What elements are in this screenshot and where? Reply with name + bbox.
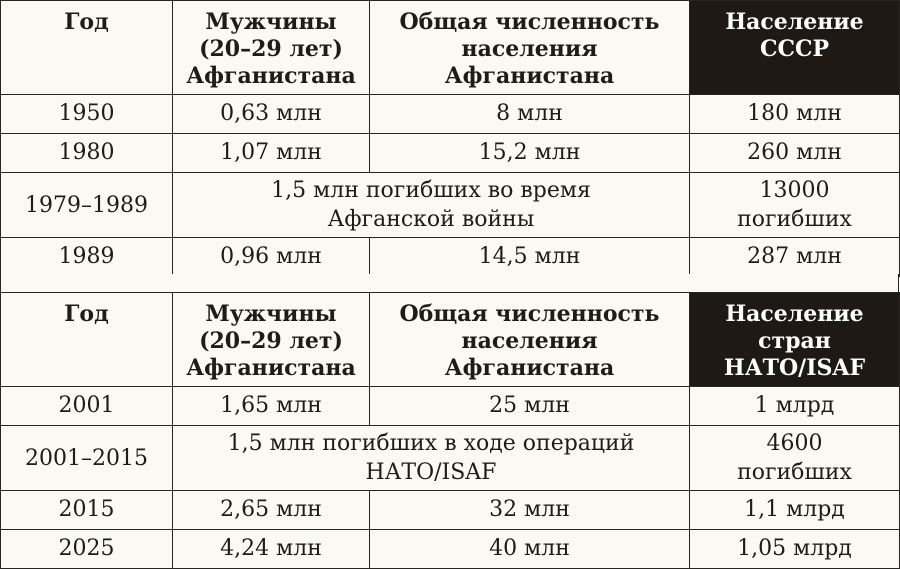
table-nato-era (0, 292, 900, 569)
cell-year: 1989 (1, 238, 173, 277)
table-row (1, 173, 900, 238)
header-ussr-population: Население СССР (690, 1, 900, 95)
cell-war-casualties: 1,5 млн погибших во время Афганской войны (173, 173, 690, 238)
cell-opponent: 1 млрд (690, 387, 900, 426)
cell-war-casualties: 1,5 млн погибших в ходе операций НАТО/ISAF (173, 426, 690, 491)
header-men-20-29: Мужчины (20–29 лет) Афганистана (173, 293, 370, 387)
cell-men: 0,63 млн (173, 95, 370, 134)
cell-population: 32 млн (370, 491, 690, 530)
table-row (1, 387, 900, 426)
table-row (1, 426, 900, 491)
table-row (1, 530, 900, 569)
table-row (1, 491, 900, 530)
cell-opponent-casualties: 4600 погибших (690, 426, 900, 491)
cell-year: 2025 (1, 530, 173, 569)
cell-population: 15,2 млн (370, 134, 690, 173)
table-row (1, 134, 900, 173)
cell-year: 2001–2015 (1, 426, 173, 491)
cell-opponent-casualties: 13000 погибших (690, 173, 900, 238)
cell-men: 0,96 млн (173, 238, 370, 277)
table-row (1, 238, 900, 277)
cell-year: 1950 (1, 95, 173, 134)
header-men-20-29: Мужчины (20–29 лет) Афганистана (173, 1, 370, 95)
header-year: Год (1, 1, 173, 95)
cell-population: 40 млн (370, 530, 690, 569)
cell-men: 2,65 млн (173, 491, 370, 530)
cell-population: 14,5 млн (370, 238, 690, 277)
cell-opponent: 287 млн (690, 238, 900, 277)
cell-population: 25 млн (370, 387, 690, 426)
cell-population: 8 млн (370, 95, 690, 134)
cell-opponent: 260 млн (690, 134, 900, 173)
header-total-population: Общая численность населения Афганистана (370, 1, 690, 95)
cell-men: 1,65 млн (173, 387, 370, 426)
table-header-row (1, 1, 900, 95)
cell-year: 2001 (1, 387, 173, 426)
table-row (1, 95, 900, 134)
cell-men: 4,24 млн (173, 530, 370, 569)
cell-opponent: 180 млн (690, 95, 900, 134)
cell-opponent: 1,1 млрд (690, 491, 900, 530)
table-separator (0, 274, 899, 292)
header-nato-population: Население стран НАТО/ISAF (690, 293, 900, 387)
table-header-row (1, 293, 900, 387)
cell-men: 1,07 млн (173, 134, 370, 173)
header-year: Год (1, 293, 173, 387)
cell-year: 1979–1989 (1, 173, 173, 238)
cell-year: 1980 (1, 134, 173, 173)
header-total-population: Общая численность населения Афганистана (370, 293, 690, 387)
table-ussr-era (0, 0, 900, 277)
cell-year: 2015 (1, 491, 173, 530)
cell-opponent: 1,05 млрд (690, 530, 900, 569)
